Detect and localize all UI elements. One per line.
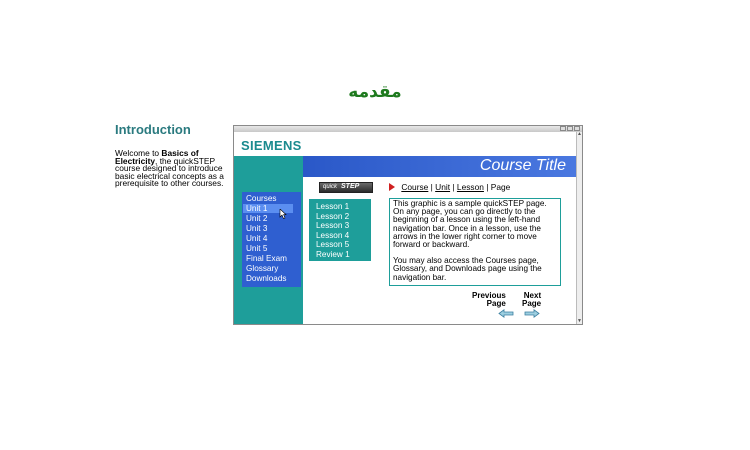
quickstep-big-text: STEP [341, 183, 360, 190]
course-title: Course Title [479, 157, 566, 174]
cursor-icon [279, 209, 287, 219]
minimize-button[interactable] [560, 126, 566, 131]
nav-item-unit-2[interactable]: Unit 2 [246, 214, 268, 223]
arrow-right-icon[interactable] [524, 309, 540, 318]
breadcrumb [389, 182, 510, 192]
intro-text-bold: Basics of Electricity [115, 148, 199, 166]
left-navigation [242, 192, 301, 287]
intro-text [115, 150, 233, 188]
lesson-item-4[interactable]: Lesson 4 [316, 230, 350, 240]
breadcrumb-course[interactable]: Course [401, 182, 429, 192]
breadcrumb-page: Page [490, 182, 511, 192]
content-paragraph-1: This graphic is a sample quickSTEP page. On any page, you can go directly to the beginning of a lesson using the left-hand navigation bar. Once in a lesson, use the arrows in the lower right corner to move forward or backward. [393, 199, 547, 250]
vertical-scrollbar[interactable] [576, 132, 582, 324]
page-title: مقدمه [348, 82, 402, 102]
previous-label-line-1: Previous [472, 291, 506, 300]
intro-text-suffix: , the quickSTEP course designed to introduce basic electrical concepts as a prerequisite to other courses. [115, 155, 224, 189]
breadcrumb-sep-2: | [452, 182, 455, 192]
lesson-item-2[interactable]: Lesson 2 [316, 211, 350, 221]
content-box [389, 198, 561, 286]
breadcrumb-sep-3: | [486, 182, 489, 192]
nav-item-unit-5[interactable]: Unit 5 [246, 244, 268, 253]
intro-heading: Introduction [115, 122, 191, 137]
quickstep-small-text: quick [323, 184, 338, 190]
nav-item-unit-4[interactable]: Unit 4 [246, 234, 268, 243]
quickstep-logo [319, 182, 375, 194]
course-banner [303, 156, 576, 177]
intro-text-prefix: Welcome to [115, 148, 162, 158]
maximize-button[interactable] [567, 126, 573, 131]
nav-item-unit-1[interactable]: Unit 1 [243, 204, 293, 213]
nav-item-glossary[interactable]: Glossary [246, 264, 279, 273]
breadcrumb-unit[interactable]: Unit [435, 182, 451, 192]
next-label-line-2: Page [522, 299, 542, 308]
siemens-logo: SIEMENS [241, 138, 302, 153]
nav-item-unit-3[interactable]: Unit 3 [246, 224, 268, 233]
course-window [233, 125, 583, 325]
nav-item-downloads[interactable]: Downloads [246, 274, 287, 283]
marker-arrow-icon [389, 183, 395, 191]
scroll-down-icon[interactable]: ▼ [577, 318, 582, 324]
previous-page-label [472, 292, 506, 308]
lesson-item-5[interactable]: Lesson 5 [316, 240, 350, 249]
scroll-up-icon[interactable]: ▲ [577, 131, 582, 137]
lesson-item-1[interactable]: Lesson 1 [316, 202, 350, 211]
arrow-left-icon[interactable] [498, 309, 514, 318]
content-paragraph-2: You may also access the Courses page, Glossary, and Downloads page using the navigation bar. [393, 256, 542, 282]
nav-item-courses[interactable]: Courses [246, 194, 277, 203]
lesson-list [309, 199, 371, 261]
breadcrumb-lesson[interactable]: Lesson [456, 182, 484, 192]
window-titlebar [234, 126, 582, 132]
next-page-label [522, 292, 541, 308]
lesson-item-3[interactable]: Lesson 3 [316, 221, 350, 230]
breadcrumb-sep-1: | [430, 182, 433, 192]
nav-item-final-exam[interactable]: Final Exam [246, 254, 287, 263]
previous-label-line-2: Page [486, 299, 506, 308]
next-label-line-1: Next [523, 291, 542, 300]
lesson-item-review-1[interactable]: Review 1 [316, 249, 350, 259]
quickstep-badge [319, 182, 373, 193]
